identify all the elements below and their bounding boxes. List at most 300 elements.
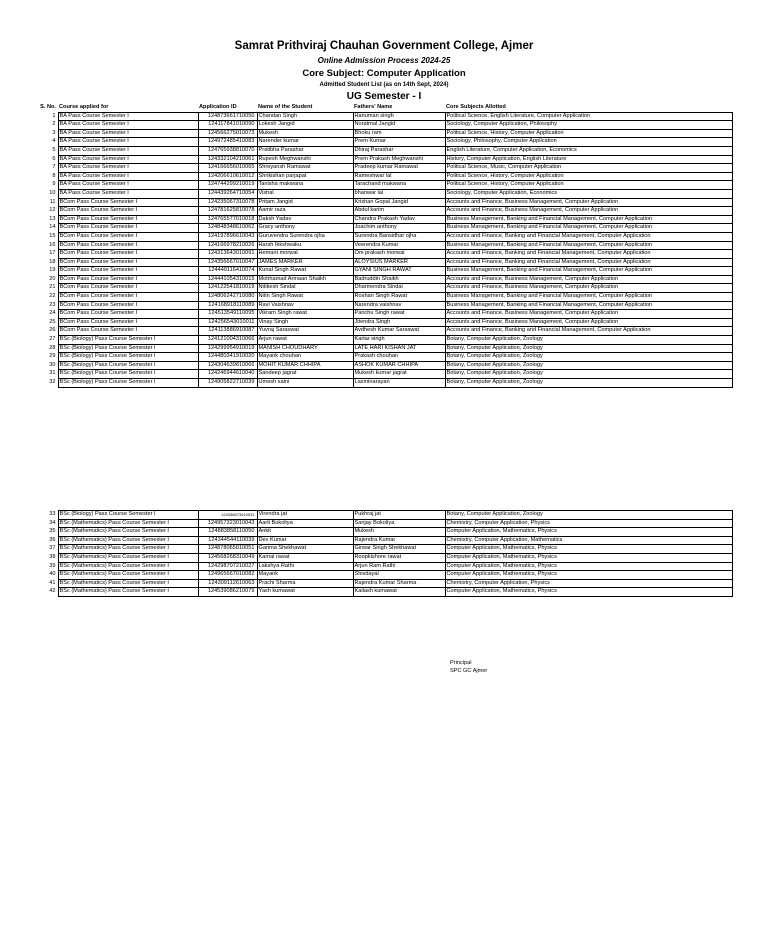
row-course: BSc (Mathematics) Pass Course Semester I	[58, 588, 198, 597]
row-application-id: 124905822710039	[198, 379, 257, 388]
row-application-id: 124121004310066	[198, 336, 257, 345]
table-row	[34, 379, 732, 388]
row-application-id: 124122541810019	[198, 284, 257, 293]
row-course: BCom Pass Course Semester I	[58, 301, 198, 310]
row-subjects: Chemistry, Computer Application, Mathematics	[445, 536, 732, 545]
table-row	[34, 528, 732, 537]
row-subjects: Accounts and Finance, Banking and Financial Management, Computer Application	[445, 232, 732, 241]
row-student-name: Pratibha Parashar	[257, 146, 353, 155]
col-header-name: Name of the Student	[258, 104, 313, 110]
row-application-id: 124883858110050	[198, 528, 257, 537]
row-sno: 27	[34, 336, 58, 345]
table-row	[34, 181, 732, 190]
table-row	[34, 579, 732, 588]
row-sno: 4	[34, 138, 58, 147]
row-father-name: ASHOK KUMAR CHHIPA	[353, 361, 445, 370]
row-father-name: Panchu Singh rawat	[353, 310, 445, 319]
row-student-name: Kunal Singh Rawat	[257, 267, 353, 276]
row-course: BA Pass Course Semester I	[58, 155, 198, 164]
row-father-name: Avdhesh Kumar Saraswat	[353, 327, 445, 336]
row-sno: 6	[34, 155, 58, 164]
row-application-id: 124299954910019	[198, 344, 257, 353]
col-header-app-id: Application ID	[199, 104, 237, 110]
row-application-id: 124356667010047	[198, 258, 257, 267]
row-father-name: Girwar Singh Shekhawat	[353, 545, 445, 554]
row-sno: 10	[34, 189, 58, 198]
row-father-name: Badruddin Shaikh	[353, 275, 445, 284]
row-subjects: Computer Application, Mathematics, Physics	[445, 545, 732, 554]
row-subjects: Political Science, History, Computer Application	[445, 129, 732, 138]
row-application-id: 124765577010018	[198, 215, 257, 224]
row-sno: 39	[34, 562, 58, 571]
row-subjects: Sociology, Computer Application, Philosophy	[445, 121, 732, 130]
row-course: BCom Pass Course Semester I	[58, 224, 198, 233]
row-sno: 11	[34, 198, 58, 207]
row-student-name: Vishal	[257, 189, 353, 198]
signature-block	[450, 659, 487, 675]
row-subjects: Computer Application, Mathematics, Physics	[445, 553, 732, 562]
row-subjects: Business Management, Banking and Financial Management, Computer Application	[445, 241, 732, 250]
row-father-name: Tarachand makwana	[353, 181, 445, 190]
row-student-name: Chandan Singh	[257, 112, 353, 121]
row-subjects: Computer Application, Mathematics, Physics	[445, 588, 732, 597]
row-student-name: Prachi Sharma	[257, 579, 353, 588]
row-student-name: Harsh Ikkshwaku	[257, 241, 353, 250]
row-student-name: Mayank	[257, 571, 353, 580]
table-row	[34, 250, 732, 259]
row-father-name: Kartar singh	[353, 336, 445, 345]
row-application-id: 124566275010073	[198, 129, 257, 138]
row-application-id: 124166978210026	[198, 241, 257, 250]
row-sno: 13	[34, 215, 58, 224]
row-application-id: 124113886910087	[198, 327, 257, 336]
row-student-name: Arjun rawat	[257, 336, 353, 345]
col-header-sno: S. No.	[40, 104, 56, 111]
table-row	[34, 258, 732, 267]
row-application-id: 124972485410083	[198, 138, 257, 147]
row-father-name: Arjun Ram Rathi	[353, 562, 445, 571]
row-student-name: MOHIT KUMAR CHHIPA	[257, 361, 353, 370]
row-student-name: Aamir raza	[257, 207, 353, 216]
row-application-id: 124304639810066	[198, 361, 257, 370]
row-application-id: 124206610610012	[198, 172, 257, 181]
row-father-name: Mukesh	[353, 528, 445, 537]
row-application-id: 124965667010082	[198, 571, 257, 580]
row-father-name: Rameshwar lal	[353, 172, 445, 181]
row-father-name: Surendra Bansidhar ojha	[353, 232, 445, 241]
row-application-id: 124256543010011	[198, 318, 257, 327]
row-subjects: Sociology, Computer Application, Economics	[445, 189, 732, 198]
student-table-page-1	[34, 104, 733, 388]
row-course: BA Pass Course Semester I	[58, 164, 198, 173]
row-sno: 15	[34, 232, 58, 241]
row-subjects: Accounts and Finance, Business Management, Computer Application	[445, 207, 732, 216]
row-application-id: 124246944610040	[198, 370, 257, 379]
row-student-name: Gracy anthony	[257, 224, 353, 233]
row-application-id: 124235067310078	[198, 198, 257, 207]
row-father-name: Veerendra Kumar	[353, 241, 445, 250]
row-father-name: Roshan Singh Rawat	[353, 293, 445, 302]
row-course: BA Pass Course Semester I	[58, 138, 198, 147]
row-course: BCom Pass Course Semester I	[58, 258, 198, 267]
row-sno: 19	[34, 267, 58, 276]
row-sno: 17	[34, 250, 58, 259]
row-father-name: Shivdayal	[353, 571, 445, 580]
row-subjects: Botany, Computer Application, Zoology	[445, 344, 732, 353]
row-sno: 25	[34, 318, 58, 327]
row-course: BA Pass Course Semester I	[58, 181, 198, 190]
row-sno: 35	[34, 528, 58, 537]
row-sno: 24	[34, 310, 58, 319]
table-row	[34, 318, 732, 327]
row-course: BSc (Biology) Pass Course Semester I	[58, 379, 198, 388]
row-subjects: Accounts and Finance, Business Management, Computer Application	[445, 310, 732, 319]
row-student-name: Yuvraj Saraswat	[257, 327, 353, 336]
row-course: BCom Pass Course Semester I	[58, 241, 198, 250]
table-row	[34, 129, 732, 138]
row-student-name: Garima Shekhawat	[257, 545, 353, 554]
row-student-name: Umesh saini	[257, 379, 353, 388]
row-student-name: Vikram Singh rawat	[257, 310, 353, 319]
row-application-id: 124806242710080	[198, 293, 257, 302]
row-sno: 30	[34, 361, 58, 370]
row-sno: 40	[34, 571, 58, 580]
table-row	[34, 207, 732, 216]
row-father-name: bhanwar lal	[353, 189, 445, 198]
row-student-name: MANISH CHOUDHARY	[257, 344, 353, 353]
row-subjects: Botany, Computer Application, Zoology	[445, 361, 732, 370]
row-father-name: Jitendra Singh	[353, 318, 445, 327]
table-row	[34, 519, 732, 528]
row-course: BCom Pass Course Semester I	[58, 232, 198, 241]
row-student-name: Lakshya Rathi	[257, 562, 353, 571]
row-course: BCom Pass Course Semester I	[58, 284, 198, 293]
row-sno: 29	[34, 353, 58, 362]
row-subjects: Computer Application, Mathematics, Physics	[445, 528, 732, 537]
table-row	[34, 562, 732, 571]
row-application-id: 124336673010031	[198, 511, 257, 520]
row-student-name: Hemant morwal	[257, 250, 353, 259]
row-student-name: Yash kumawat	[257, 588, 353, 597]
row-sno: 32	[34, 379, 58, 388]
table-row	[34, 553, 732, 562]
row-course: BCom Pass Course Semester I	[58, 327, 198, 336]
table-header-row	[34, 104, 732, 112]
row-application-id: 124166656010065	[198, 164, 257, 173]
row-father-name: Roopkishore rawat	[353, 553, 445, 562]
row-student-name: Narender kumar	[257, 138, 353, 147]
row-student-name: Mukesh	[257, 129, 353, 138]
row-application-id: 124344544110039	[198, 536, 257, 545]
row-application-id: 124441054310015	[198, 275, 257, 284]
core-subject-title: Core Subject: Computer Application	[302, 68, 466, 79]
row-course: BCom Pass Course Semester I	[58, 310, 198, 319]
admitted-list-note: Admitted Student List (as on 14th Sept, 2024)	[319, 82, 449, 88]
row-father-name: Kailash kumawat	[353, 588, 445, 597]
row-father-name: Sanjay Bokoliya	[353, 519, 445, 528]
row-father-name: Laxminarayan	[353, 379, 445, 388]
row-subjects: English Literature, Computer Application, Economics	[445, 146, 732, 155]
table-row	[34, 310, 732, 319]
table-row	[34, 361, 732, 370]
row-course: BSc (Biology) Pass Course Semester I	[58, 361, 198, 370]
row-course: BCom Pass Course Semester I	[58, 198, 198, 207]
row-father-name: Krishan Gopal Jangid	[353, 198, 445, 207]
row-subjects: Botany, Computer Application, Zoology	[445, 379, 732, 388]
row-sno: 14	[34, 224, 58, 233]
table-row	[34, 571, 732, 580]
college-name: Samrat Prithviraj Chauhan Government College, Ajmer	[234, 40, 534, 52]
row-student-name: Vinay Singh	[257, 318, 353, 327]
row-sno: 20	[34, 275, 58, 284]
row-father-name: Rajendra Kumar Sharma	[353, 579, 445, 588]
table-row	[34, 344, 732, 353]
row-student-name: JAMES MARKER	[257, 258, 353, 267]
row-sno: 22	[34, 293, 58, 302]
row-father-name: Noratmal Jangid	[353, 121, 445, 130]
table-row	[34, 189, 732, 198]
row-course: BCom Pass Course Semester I	[58, 250, 198, 259]
row-subjects: Chemistry, Computer Application, Physics	[445, 579, 732, 588]
row-sno: 23	[34, 301, 58, 310]
row-subjects: Botany, Computer Application, Zoology	[445, 336, 732, 345]
row-subjects: Political Science, History, Computer Application	[445, 172, 732, 181]
row-sno: 38	[34, 553, 58, 562]
table-row	[34, 146, 732, 155]
row-application-id: 124513549110095	[198, 310, 257, 319]
row-application-id: 124449116410074	[198, 267, 257, 276]
row-sno: 26	[34, 327, 58, 336]
row-application-id: 124332104210061	[198, 155, 257, 164]
table-row	[34, 293, 732, 302]
table-row	[34, 112, 732, 121]
row-application-id: 124313643010091	[198, 250, 257, 259]
row-father-name: Prakash chouhan	[353, 353, 445, 362]
table-row	[34, 336, 732, 345]
row-student-name: Mayank chouhan	[257, 353, 353, 362]
signature-office: SPC GC Ajmer	[450, 668, 488, 674]
row-course: BA Pass Course Semester I	[58, 172, 198, 181]
row-student-name: Nitin Singh Rawat	[257, 293, 353, 302]
row-application-id: 124117841010090	[198, 121, 257, 130]
table-row	[34, 164, 732, 173]
table-row	[34, 172, 732, 181]
row-father-name: Narendra vaishnav	[353, 301, 445, 310]
signature-title: Principal	[450, 660, 472, 666]
table-row	[34, 545, 732, 554]
row-sno: 21	[34, 284, 58, 293]
table-body-page-1	[34, 112, 732, 387]
table-row	[34, 511, 732, 520]
row-sno: 12	[34, 207, 58, 216]
row-subjects: Botany, Computer Application, Zoology	[445, 370, 732, 379]
row-father-name: Om prakash morwal	[353, 250, 445, 259]
row-course: BCom Pass Course Semester I	[58, 267, 198, 276]
row-sno: 34	[34, 519, 58, 528]
row-application-id: 124439264710054	[198, 189, 257, 198]
row-student-name: Shreyansh Ramawat	[257, 164, 353, 173]
row-subjects: Botany, Computer Application, Zoology	[445, 353, 732, 362]
table-row	[34, 353, 732, 362]
row-father-name: Hanuman singh	[353, 112, 445, 121]
row-sno: 3	[34, 129, 58, 138]
row-sno: 16	[34, 241, 58, 250]
row-sno: 8	[34, 172, 58, 181]
row-subjects: Business Management, Banking and Financial Management, Computer Application	[445, 267, 732, 276]
row-student-name: Guruvendra Surendra ojha	[257, 232, 353, 241]
table-row	[34, 588, 732, 597]
row-course: BSc (Mathematics) Pass Course Semester I	[58, 579, 198, 588]
row-student-name: Pritam Jangid	[257, 198, 353, 207]
row-student-name: Dev Kumar	[257, 536, 353, 545]
row-father-name: Mukesh kumar jagrat	[353, 370, 445, 379]
row-sno: 9	[34, 181, 58, 190]
table-row	[34, 275, 732, 284]
row-subjects: Accounts and Finance, Banking and Financial Management, Computer Application	[445, 327, 732, 336]
row-subjects: Political Science, Music, Computer Application	[445, 164, 732, 173]
row-application-id: 124568268310049	[198, 553, 257, 562]
row-subjects: Accounts and Finance, Business Management, Computer Application	[445, 275, 732, 284]
row-student-name: Ankit	[257, 528, 353, 537]
row-application-id: 124765938810070	[198, 146, 257, 155]
row-father-name: LATE HARI KISHAN JAT	[353, 344, 445, 353]
table-row	[34, 284, 732, 293]
row-sno: 2	[34, 121, 58, 130]
row-application-id: 124957323010043	[198, 519, 257, 528]
row-father-name: Dharmendra Sindal	[353, 284, 445, 293]
row-application-id: 124539086210079	[198, 588, 257, 597]
col-header-subjects: Core Subjects Allotted	[446, 104, 506, 110]
table-row	[34, 327, 732, 336]
row-father-name: Bhoku ram	[353, 129, 445, 138]
row-course: BCom Pass Course Semester I	[58, 215, 198, 224]
row-father-name: Chandra Prakash Yadav	[353, 215, 445, 224]
row-father-name: Abdul karim	[353, 207, 445, 216]
col-header-father: Fathers' Name	[354, 104, 393, 110]
row-sno: 7	[34, 164, 58, 173]
row-course: BSc (Biology) Pass Course Semester I	[58, 511, 198, 520]
row-course: BSc (Mathematics) Pass Course Semester I	[58, 562, 198, 571]
row-course: BSc (Mathematics) Pass Course Semester I	[58, 545, 198, 554]
row-course: BA Pass Course Semester I	[58, 112, 198, 121]
row-subjects: Accounts and Finance, Business Management, Computer Application	[445, 198, 732, 207]
row-subjects: Accounts and Finance, Business Management, Computer Application	[445, 318, 732, 327]
table-row	[34, 215, 732, 224]
table-row	[34, 536, 732, 545]
table-row	[34, 370, 732, 379]
row-course: BSc (Mathematics) Pass Course Semester I	[58, 528, 198, 537]
table-body-page-2	[34, 511, 732, 597]
row-father-name: GYANI SINGH RAWAT	[353, 267, 445, 276]
row-sno: 5	[34, 146, 58, 155]
row-subjects: Sociology, Philosophy, Computer Application	[445, 138, 732, 147]
row-sno: 18	[34, 258, 58, 267]
row-subjects: Computer Application, Mathematics, Physics	[445, 571, 732, 580]
table-row	[34, 121, 732, 130]
row-student-name: Daksh Yadav	[257, 215, 353, 224]
row-sno: 31	[34, 370, 58, 379]
row-sno: 36	[34, 536, 58, 545]
row-subjects: Political Science, English Literature, Computer Application	[445, 112, 732, 121]
row-application-id: 124309112610063	[198, 579, 257, 588]
row-course: BA Pass Course Semester I	[58, 121, 198, 130]
table-row	[34, 155, 732, 164]
row-application-id: 124298707210027	[198, 562, 257, 571]
table-row	[34, 267, 732, 276]
row-father-name: Pradeep kumar Ramawat	[353, 164, 445, 173]
row-subjects: History, Computer Application, English Literature	[445, 155, 732, 164]
row-course: BCom Pass Course Semester I	[58, 318, 198, 327]
row-course: BSc (Biology) Pass Course Semester I	[58, 344, 198, 353]
row-father-name: ALOYSIUS MARKER	[353, 258, 445, 267]
row-course: BA Pass Course Semester I	[58, 146, 198, 155]
row-subjects: Political Science, History, Computer Application	[445, 181, 732, 190]
row-student-name: Rupesh Meghwanshi	[257, 155, 353, 164]
row-student-name: Mohhamad Armaan Shaikh	[257, 275, 353, 284]
row-subjects: Business Management, Banking and Financial Management, Computer Application	[445, 215, 732, 224]
row-course: BSc (Biology) Pass Course Semester I	[58, 336, 198, 345]
row-course: BCom Pass Course Semester I	[58, 207, 198, 216]
row-student-name: Kamal rawat	[257, 553, 353, 562]
row-subjects: Business Management, Banking and Financial Management, Computer Application	[445, 293, 732, 302]
row-sno: 41	[34, 579, 58, 588]
student-table-page-2	[34, 510, 733, 597]
row-course: BA Pass Course Semester I	[58, 189, 198, 198]
row-father-name: Prem Prakash Meghwanshi	[353, 155, 445, 164]
row-course: BCom Pass Course Semester I	[58, 275, 198, 284]
row-subjects: Accounts and Finance, Banking and Financial Management, Computer Application	[445, 258, 732, 267]
row-father-name: Prem Kumar	[353, 138, 445, 147]
table-row	[34, 241, 732, 250]
row-subjects: Computer Application, Mathematics, Physics	[445, 562, 732, 571]
row-course: BSc (Mathematics) Pass Course Semester I	[58, 519, 198, 528]
row-application-id: 124480341910020	[198, 353, 257, 362]
row-application-id: 124878065010051	[198, 545, 257, 554]
table-row	[34, 224, 732, 233]
row-application-id: 124197896610043	[198, 232, 257, 241]
row-sno: 42	[34, 588, 58, 597]
row-student-name: Tanisha makwana	[257, 181, 353, 190]
row-subjects: Botany, Computer Application, Zoology	[445, 511, 732, 520]
row-student-name: Sandeep jagrat	[257, 370, 353, 379]
row-father-name: Dhiraj Parashar	[353, 146, 445, 155]
row-student-name: Aarti Bokoliya	[257, 519, 353, 528]
row-sno: 1	[34, 112, 58, 121]
row-subjects: Chemistry, Computer Application, Physics	[445, 519, 732, 528]
row-application-id: 124848348610062	[198, 224, 257, 233]
col-header-course: Course applied for	[59, 104, 109, 110]
row-student-name: Lokesh Jangid	[257, 121, 353, 130]
row-course: BSc (Biology) Pass Course Semester I	[58, 353, 198, 362]
table-row	[34, 301, 732, 310]
row-sno: 28	[34, 344, 58, 353]
row-father-name: Rajendra Kumar	[353, 536, 445, 545]
row-course: BSc (Biology) Pass Course Semester I	[58, 370, 198, 379]
row-course: BA Pass Course Semester I	[58, 129, 198, 138]
row-father-name: Pukhraj jat	[353, 511, 445, 520]
table-row	[34, 138, 732, 147]
row-course: BSc (Mathematics) Pass Course Semester I	[58, 536, 198, 545]
row-application-id: 124781625810078	[198, 207, 257, 216]
row-subjects: Business Management, Banking and Financial Management, Computer Application	[445, 301, 732, 310]
row-student-name: Virendra jat	[257, 511, 353, 520]
row-application-id: 124873661710050	[198, 112, 257, 121]
row-student-name: Shrikishan parjapat	[257, 172, 353, 181]
row-course: BSc (Mathematics) Pass Course Semester I	[58, 553, 198, 562]
row-sno: 33	[34, 511, 58, 520]
row-application-id: 124168918110089	[198, 301, 257, 310]
table-row	[34, 198, 732, 207]
